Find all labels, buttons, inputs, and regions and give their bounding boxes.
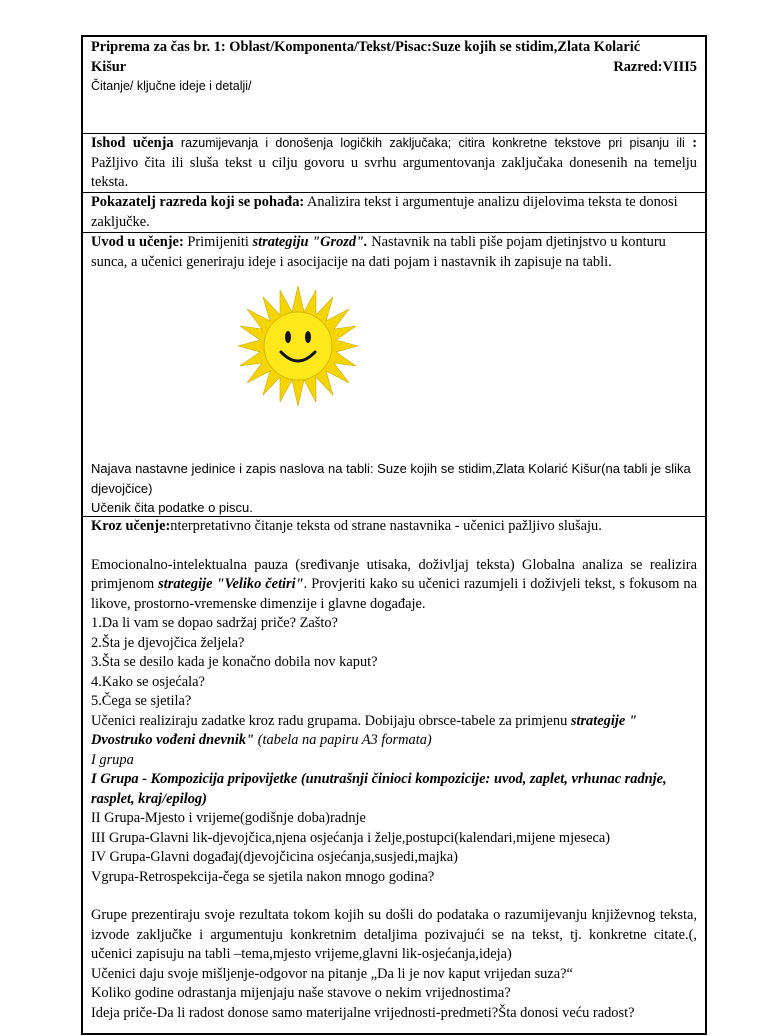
outcome-separator: : (684, 135, 698, 151)
intro-reads: Učenik čita podatke o piscu. (91, 500, 253, 515)
group-1: I Grupa - Kompozicija pripovijetke (unutrašnji činioci kompozicije: uvod, zaplet, vrhunac radnje, rasplet, kraj/epilog) (91, 771, 667, 807)
outcome-text-2: Pažljivo čita ili sluša tekst u cilju govoru u svrhu argumentovanja zaključaka donesenih na temelju teksta. (91, 154, 697, 190)
group-4: IV Grupa-Glavni događaj(djevojčicina osjećanja,susjedi,majka) (91, 849, 458, 865)
sun-left-eye (285, 331, 291, 343)
group-5: Vgrupa-Retrospekcija-čega se sjetila nakon mnogo godina? (91, 868, 435, 885)
outcome-text-1: razumijevanja i donošenja logičkih zaključaka; citira konkretne tekstove pri pisanju ili (173, 136, 685, 150)
idea-line: Ideja priče-Da li radost donose samo materijalne vrijednosti-predmeti?Šta donosi veću radost? (91, 1004, 635, 1021)
header-cell (83, 37, 705, 133)
intro-announce-block (91, 459, 697, 518)
presentation-paragraph: Grupe prezentiraju svoje rezultata tokom kojih su došli do podataka o razumijevanju književnog teksta, izvode zaključke i argumentuju konkretnim detaljima pozivajući se na tekst, tj. konkretne citate.(, učenici zapisuju na tabli –tema,mjesto vrijeme,glavni lik-osjećanja,ideja) (91, 907, 697, 962)
pause-strategy: strategije "Veliko četiri" (158, 576, 304, 592)
through-label: Kroz učenje: (91, 518, 171, 534)
header-title: Priprema za čas br. 1: Oblast/Komponenta/Tekst/Pisac:Suze kojih se stidim,Zlata Kolarić (91, 39, 641, 55)
indicator-cell (83, 192, 705, 232)
question-2: 2.Šta je djevojčica željela? (91, 634, 245, 651)
question-5: 5.Čega se sjetila? (91, 693, 192, 709)
sun-face (264, 312, 332, 380)
header-title-row2 (91, 58, 697, 78)
intro-announce: Najava nastavne jedinice i zapis naslova na tabli: Suze kojih se stidim,Zlata Kolarić Kišur(na tabli je slika djevojčice) (91, 461, 691, 496)
through-text-1: nterpretativno čitanje teksta od strane nastavnika - učenici pažljivo slušaju. (170, 518, 602, 534)
indicator-label: Pokazatelj razreda koji se pohađa: (91, 194, 305, 210)
group-heading: I grupa (91, 751, 134, 768)
intro-text-b: Nastavnik na tabli piše pojam djetinjstvo u konturu sunca, a učenici generiraju ideje i asocijacije na dati pojam i nastavnik ih zapisuje na tabli. (91, 234, 666, 270)
header-subtitle: Čitanje/ ključne ideje i detalji/ (91, 79, 252, 93)
indicator-text: Analizira tekst i argumentuje analizu dijelovima teksta te donosi zaključke. (91, 194, 678, 230)
groups-strategy: strategije " Dvostruko vođeni dnevnik" (91, 712, 637, 748)
groups-text-b: (tabela na papiru A3 formata) (254, 732, 432, 748)
lesson-plan-table (81, 35, 707, 1035)
pause-text-b: . Provjeriti kako su učenici razumjeli i doživjeli tekst, s fokusom na likove, prostorno-vremenske dimenzije i glavne događaje. (91, 576, 697, 612)
intro-paragraph (91, 233, 697, 272)
author-surname: Kišur (91, 58, 127, 75)
grade-label: Razred:VIII5 (613, 58, 697, 75)
sun-icon (236, 284, 360, 408)
question-3: 3.Šta se desilo kada je konačno dobila nov kaput? (91, 654, 378, 670)
intro-text-a: Primijeniti (183, 234, 253, 250)
groups-text-a: Učenici realiziraju zadatke kroz radu grupama. Dobijaju obrsce-tabele za primjenu (91, 712, 571, 729)
question-4: 4.Kako se osjećala? (91, 673, 205, 690)
groups-paragraph (91, 712, 697, 751)
years-line: Koliko godine odrastanja mijenjaju naše stavove o nekim vrijednostima? (91, 985, 511, 1001)
intro-label: Uvod u učenje: (91, 234, 184, 250)
through-cell (83, 516, 705, 1036)
through-intro (91, 517, 697, 537)
outcome-cell (83, 133, 705, 192)
question-1: 1.Da li vam se dopao sadržaj priče? Zašto? (91, 615, 338, 631)
outcome-label: Ishod učenja (91, 135, 174, 151)
pause-text-a: Emocionalno-intelektualna pauza (sređivanje utisaka, doživljaj teksta) Globalna analiza se realizira primjenom (91, 556, 697, 592)
through-pause-paragraph (91, 556, 697, 615)
intro-strategy: strategiju "Grozd". (252, 234, 368, 250)
opinion-line: Učenici daju svoje mišljenje-odgovor na pitanje „Da li je nov kaput vrijedan suza?“ (91, 965, 573, 982)
group-3: III Grupa-Glavni lik-djevojčica,njena osjećanja i želje,postupci(kalendari,mijene mjeseca) (91, 829, 611, 846)
group-2: II Grupa-Mjesto i vrijeme(godišnje doba)radnje (91, 810, 366, 826)
intro-cell (83, 232, 705, 516)
sun-right-eye (305, 331, 311, 343)
